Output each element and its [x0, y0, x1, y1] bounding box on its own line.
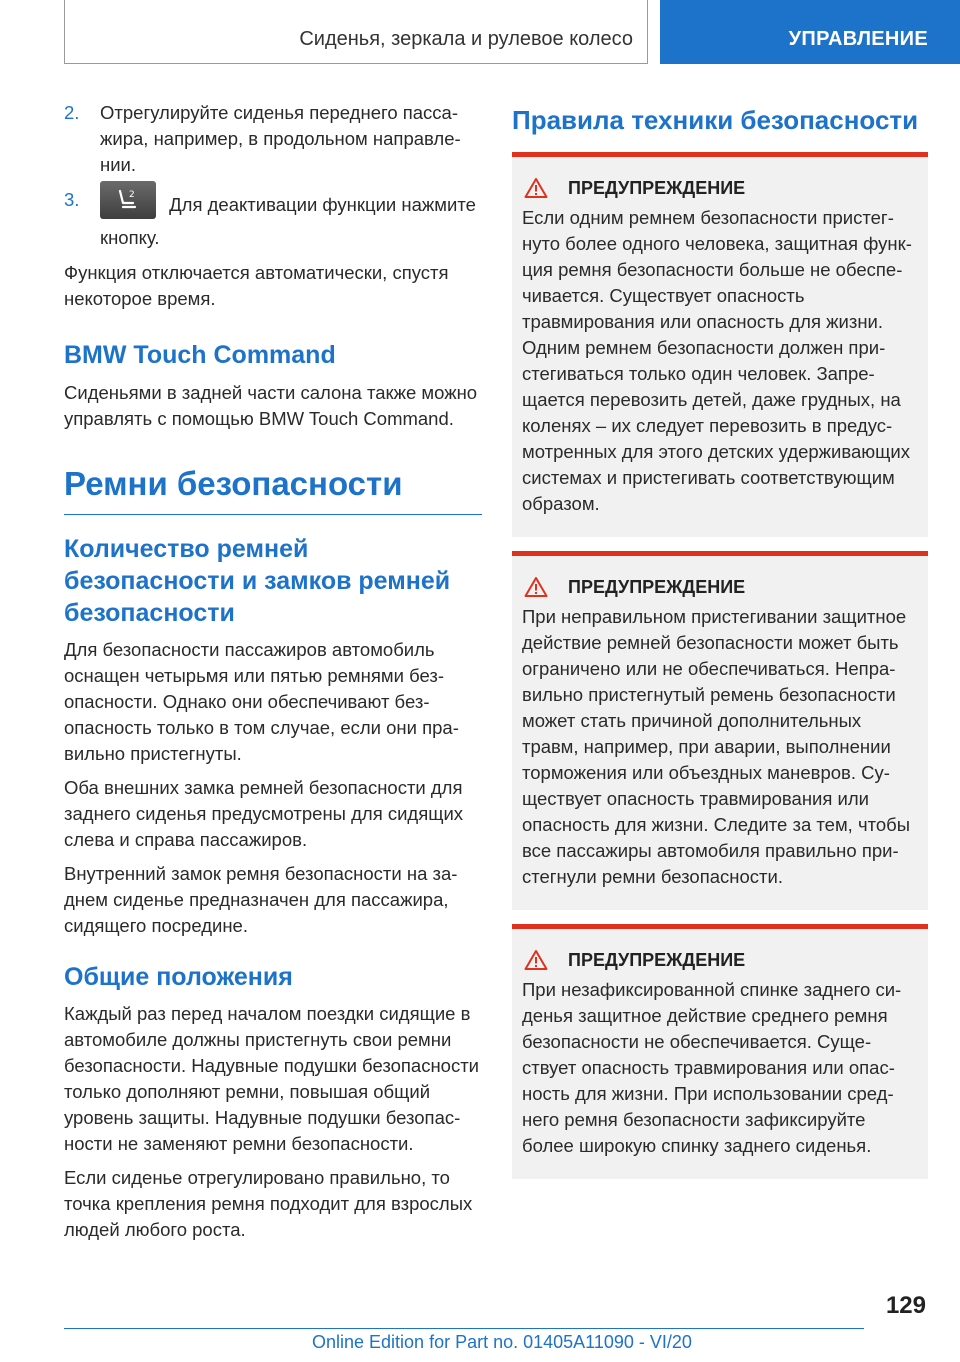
seat-button-icon [100, 181, 156, 219]
general-text-2: Если сиденье отрегулировано правильно, то точка крепления ремня подходит для взрослых людей любого роста. [64, 1167, 473, 1240]
warning-label: ПРЕДУПРЕЖДЕНИЕ [568, 949, 746, 970]
warning-header [522, 177, 918, 199]
warning-text: Если одним ремнем безопасности пристегнуто более одного человека, защитная функция ремня безопасности больше не обеспечивается. Существует опасность травмирования или опасность для жизни. Одним ремнем безопасности должен пристегиваться только один человек. Запрещается перевозить детей, даже грудных, на коленях – их следует перевозить в предусмотренных для этого детских удерживающих системах и пристегивать соответствующим образом. [522, 207, 912, 514]
step-number: 2. [64, 102, 80, 123]
section-tab[interactable] [660, 0, 960, 64]
footer-divider [64, 1328, 864, 1329]
heading-safety-rules: Правила техники безопасности [512, 105, 919, 135]
warning-header [522, 949, 918, 971]
general-text-1: Каждый раз перед началом поездки сидящие в автомобиле должны пристегнуть свои ремни безопасности. Надувные подушки безопасности только дополняют ремни, повышая общий уровень защиты. Надувные подушки безопасности не заменяют ремни безопасности. [64, 1003, 480, 1154]
warning-triangle-icon [524, 949, 548, 971]
belt-count-text-2: Оба внешних замка ремней безопасности для заднего сиденья предусмотрены для сидящих слева и справа пассажиров. [64, 777, 464, 850]
warning-box [512, 551, 928, 910]
warning-label: ПРЕДУПРЕЖДЕНИЕ [568, 576, 746, 597]
heading-belts-wrap [64, 464, 482, 515]
footer-edition: Online Edition for Part no. 01405A11090 - VI/20 [312, 1332, 692, 1352]
warning-box [512, 924, 928, 1179]
warning-box [512, 152, 928, 537]
heading-belt-count: Количество ремней безопасности и замков ремней безопасности [64, 535, 451, 627]
heading-seat-belts: Ремни безопасности [64, 465, 403, 502]
belt-count-text-3: Внутренний замок ремня безопасности на заднем сиденье предназначен для пассажира, сидящего посредине. [64, 863, 458, 936]
left-column [64, 100, 482, 1251]
heading-touch-command: BMW Touch Command [64, 341, 336, 369]
section-tab-label: УПРАВЛЕНИЕ [788, 28, 928, 50]
auto-off-text: Функция отключается автоматически, спустя некоторое время. [64, 262, 449, 309]
step-number: 3. [64, 189, 80, 210]
warning-header [522, 576, 918, 598]
page-number: 129 [885, 1292, 926, 1319]
warning-text: При незафиксированной спинке заднего сиденья защитное действие среднего ремня безопасности не обеспечивается. Существует опасность травмирования или опасность для жизни. При использовании среднего ремня безопасности зафиксируйте более широкую спинку заднего сиденья. [522, 979, 902, 1156]
step-3 [64, 187, 482, 251]
warning-triangle-icon [524, 177, 548, 199]
heading-general: Общие положения [64, 963, 293, 991]
touch-command-text: Сиденьями в задней части салона также можно управлять с помощью BMW Touch Command. [64, 382, 478, 429]
belt-count-text-1: Для безопасности пассажиров автомобиль оснащен четырьмя или пятью ремнями безопасности. Однако они обеспечивают безопасность только в том случае, если они правильно пристегнуты. [64, 639, 459, 764]
chapter-title: Сиденья, зеркала и рулевое колесо [299, 28, 633, 50]
warning-text: При неправильном пристегивании защитное действие ремней безопасности может быть ограничено или не обеспечиваться. Неправильно пристегнутый ремень безопасности может стать причиной дополнительных травм, например, при аварии, выполнении торможения или объездных маневров. Существует опасность травмирования или опасность для жизни. Следите за тем, чтобы все пассажиры автомобиля правильно пристегнули ремни безопасности. [522, 606, 911, 887]
step-text: Отрегулируйте сиденья переднего пассажира, например, в продольном направлении. [100, 102, 461, 175]
svg-text:2: 2 [129, 190, 135, 200]
step-2 [64, 100, 482, 178]
warning-triangle-icon [524, 576, 548, 598]
step-text: Для деактивации функции нажмите кнопку. [100, 193, 476, 248]
right-column [512, 100, 928, 1193]
page-header [64, 0, 648, 64]
warning-label: ПРЕДУПРЕЖДЕНИЕ [568, 177, 746, 198]
